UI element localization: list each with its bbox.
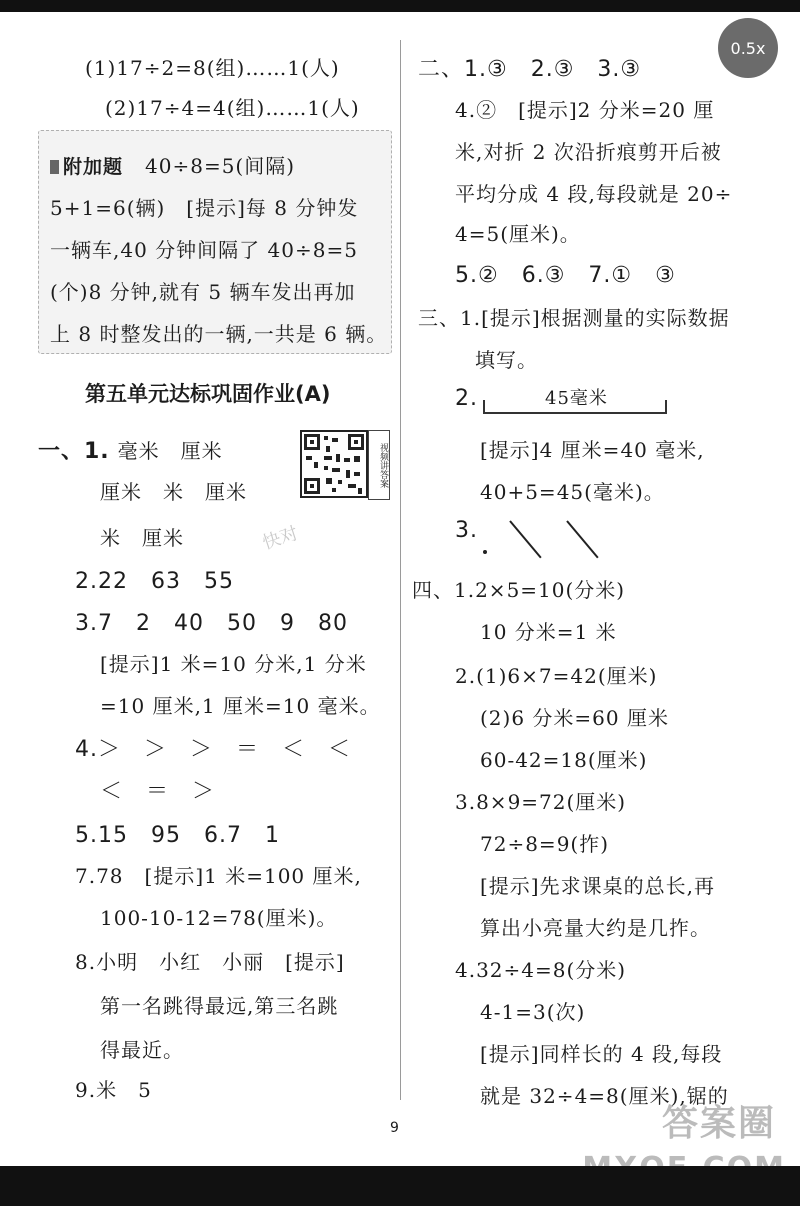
s4-q3-line2: 72÷8=9(拃): [480, 832, 610, 856]
bonus-line2: 5+1=6(辆) [提示]每 8 分钟发: [50, 196, 359, 220]
s2-line1: 二、1.③ 2.③ 3.③: [418, 57, 642, 82]
s4-q4-tip1: [提示]同样长的 4 段,每段: [480, 1042, 723, 1066]
ruler-length-label: 45毫米: [545, 388, 608, 409]
s2-q4-line2: 米,对折 2 次沿折痕剪开后被: [455, 140, 722, 164]
s1-q7-line1: 7.78 [提示]1 米=100 厘米,: [75, 864, 362, 888]
s1-q8-line1: 8.小明 小红 小丽 [提示]: [75, 950, 345, 974]
page-number: 9: [390, 1120, 399, 1136]
s1-q8-line2: 第一名跳得最远,第三名跳: [100, 994, 339, 1018]
bottom-border: [0, 1166, 800, 1206]
column-divider: [400, 40, 401, 1100]
s1-q1-line3: 米 厘米: [100, 526, 184, 550]
s4-q2-line3: 60-42=18(厘米): [480, 748, 648, 772]
s1-label: 一、1.: [38, 439, 110, 464]
playback-speed-badge[interactable]: 0.5x: [718, 18, 778, 78]
s1-q1-text1: 毫米 厘米: [117, 439, 223, 463]
s1-q9: 9.米 5: [75, 1078, 152, 1102]
s3-q2-tip2: 40+5=45(毫米)。: [480, 480, 665, 504]
bonus-tag: 附加题: [63, 156, 124, 178]
left-q5-line1: (1)17÷2=8(组)……1(人): [85, 56, 340, 80]
s2-q4-line1: 4.② [提示]2 分米=20 厘: [455, 98, 715, 122]
bonus-title-line: [50, 150, 295, 179]
s2-q4-line4: 4=5(厘米)。: [455, 222, 581, 246]
s3-q2-tip1: [提示]4 厘米=40 毫米,: [480, 438, 705, 462]
s1-q3-tip2: =10 厘米,1 厘米=10 毫米。: [100, 694, 381, 718]
s4-q3-line1: 3.8×9=72(厘米): [455, 790, 627, 814]
qr-code[interactable]: [300, 430, 368, 498]
s1-q3-tip1: [提示]1 米=10 分米,1 分米: [100, 652, 367, 676]
s1-q3: 3.7 2 40 50 9 80: [75, 611, 348, 636]
s3-q3-number: 3.: [455, 518, 478, 543]
segment-point: [483, 550, 487, 554]
bonus-line3: 一辆车,40 分钟间隔了 40÷8=5: [50, 238, 358, 262]
s1-q7-line2: 100-10-12=78(厘米)。: [100, 906, 338, 930]
s1-q5-q6: 5.15 95 6.7 1: [75, 823, 280, 848]
s4-q4-line1: 4.32÷4=8(分米): [455, 958, 627, 982]
measured-segment: [483, 412, 666, 414]
s4-q2-line2: (2)6 分米=60 厘米: [480, 706, 669, 730]
s3-q1-line1: 三、1.[提示]根据测量的实际数据: [418, 306, 730, 330]
s4-q1-line2: 10 分米=1 米: [480, 620, 617, 644]
s3-q2-number: 2.: [455, 386, 478, 411]
drawn-segment-2: [566, 520, 598, 558]
top-border: [0, 0, 800, 12]
qr-video-label[interactable]: 视频讲答案: [368, 430, 390, 500]
s4-q3-tip2: 算出小亮量大约是几拃。: [480, 916, 711, 940]
s4-q2-line1: 2.(1)6×7=42(厘米): [455, 664, 658, 688]
segment-end-left: [483, 400, 485, 414]
s4-q4-line2: 4-1=3(次): [480, 1000, 586, 1024]
s4-q3-tip1: [提示]先求课桌的总长,再: [480, 874, 715, 898]
s4-q1-line1: 四、1.2×5=10(分米): [412, 578, 626, 602]
s1-q8-line3: 得最近。: [100, 1038, 184, 1062]
qr-pattern-icon: [302, 432, 366, 496]
bonus-line1-text: 40÷8=5(间隔): [145, 154, 296, 178]
bonus-marker-icon: [50, 160, 59, 174]
s2-q4-line3: 平均分成 4 段,每段就是 20÷: [455, 182, 733, 206]
bonus-line5: 上 8 时整发出的一辆,一共是 6 辆。: [50, 322, 388, 346]
segment-end-right: [665, 400, 667, 414]
s4-q4-tip2: 就是 32÷4=8(厘米),锯的: [480, 1084, 729, 1108]
drawn-segment-1: [509, 520, 541, 558]
s1-q1-line1: [38, 434, 223, 465]
s1-q1-line2: 厘米 米 厘米: [100, 480, 247, 504]
unit-title: 第五单元达标巩固作业(A): [85, 382, 331, 406]
s1-q4-line2: ＜ ＝ ＞: [100, 779, 216, 804]
watermark-stamp: 快对: [260, 522, 301, 554]
s1-q2: 2.22 63 55: [75, 569, 234, 594]
left-q5-line2: (2)17÷4=4(组)……1(人): [105, 96, 360, 120]
watermark-site-name: 答案圈: [661, 1103, 776, 1144]
s1-q4-line1: 4.＞ ＞ ＞ ＝ ＜ ＜: [75, 737, 351, 762]
bonus-line4: (个)8 分钟,就有 5 辆车发出再加: [50, 280, 356, 304]
s2-q5-q7: 5.② 6.③ 7.① ③: [455, 263, 676, 288]
s3-q1-line2: 填写。: [475, 348, 538, 372]
